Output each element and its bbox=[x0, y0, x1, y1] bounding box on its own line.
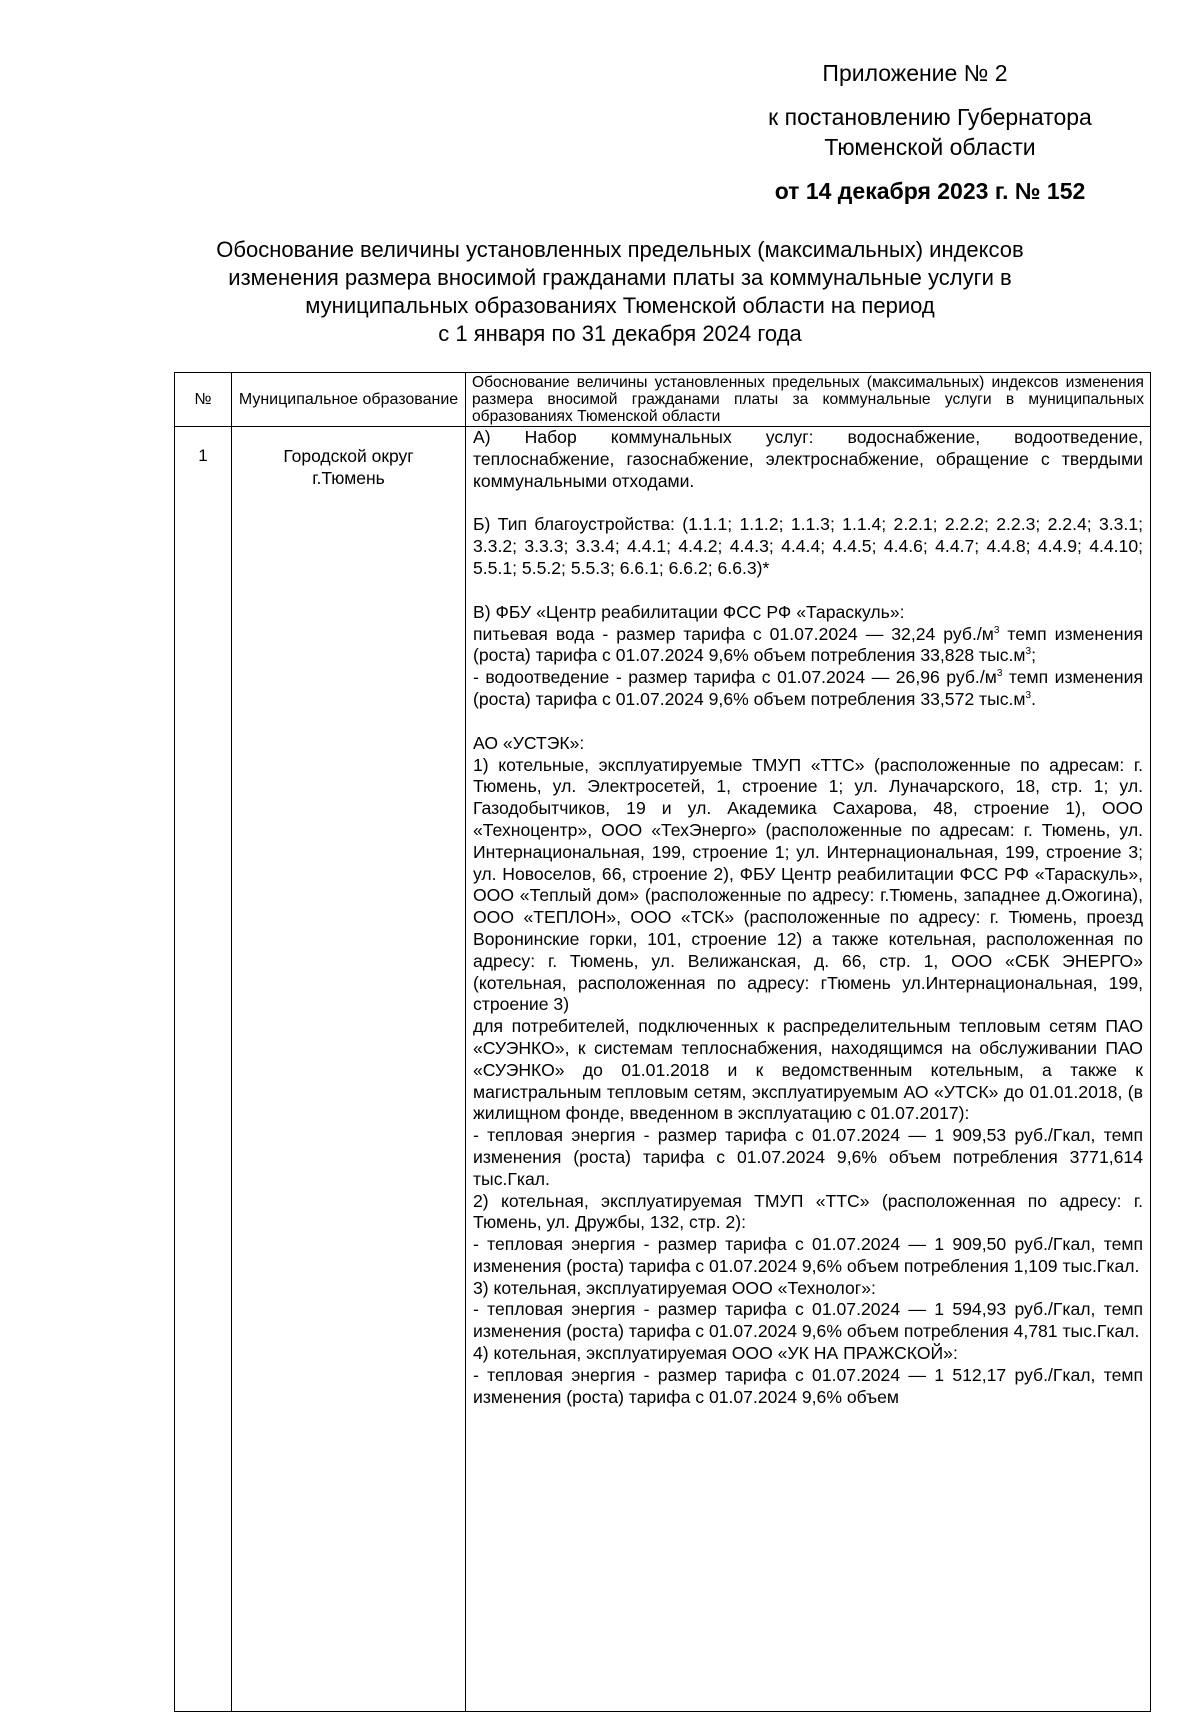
row-number: 1 bbox=[175, 427, 232, 1712]
appendix-decree: к постановлению Губернатора bbox=[768, 104, 1092, 130]
row-justification bbox=[466, 427, 1151, 1712]
header-municipality: Муниципальное образование bbox=[232, 373, 466, 427]
decree-date-number: от 14 декабря 2023 г. № 152 bbox=[774, 178, 1086, 204]
title-line: муниципальных образованиях Тюменской области на период bbox=[305, 293, 935, 318]
appendix-number: Приложение № 2 bbox=[822, 60, 1008, 86]
table-header-row bbox=[175, 373, 1151, 427]
consumers-paragraph: для потребителей, подключенных к распределительным тепловым сетям ПАО «СУЭНКО», к системам теплоснабжения, находящимся на обслуживании ПАО «СУЭНКО» до 01.01.2018 и к ведомственным котельным, а также к магистральным тепловым сетям, эксплуатируемым АО «УТСК» до 01.01.2018, (в жилищном фонде, введенном в эксплуатацию с 01.07.2017): bbox=[473, 1016, 1143, 1124]
wastewater-tariff-paragraph: - водоотведение - размер тарифа с 01.07.2024 — 26,96 $руб./м^3$ темп изменения (роста) тарифа с 01.07.2024 9,6% объем потребления 33,572 $тыс.м^3$. bbox=[473, 667, 1143, 709]
heat-tariff-paragraph: - тепловая энергия - размер тарифа с 01.07.2024 — 1 909,50 руб./Гкал, темп изменения (роста) тарифа с 01.07.2024 9,6% объем потребления 1,109 тыс.Гкал. bbox=[473, 1234, 1143, 1276]
table-row bbox=[175, 427, 1151, 1712]
services-paragraph: А) Набор коммунальных услуг: водоснабжение, водоотведение, теплоснабжение, газоснабжение, электроснабжение, обращение с твердыми коммунальными отходами. bbox=[473, 427, 1143, 491]
appendix-header bbox=[700, 58, 1160, 206]
water-tariff-paragraph: питьевая вода - размер тарифа с 01.07.2024 — 32,24 $руб./м^3$ темп изменения (роста) тарифа с 01.07.2024 9,6% объем потребления 33,828 $тыс.м^3$; bbox=[473, 623, 1143, 666]
title-line: с 1 января по 31 декабря 2024 года bbox=[438, 321, 802, 346]
heat-tariff-paragraph: - тепловая энергия - размер тарифа с 01.07.2024 — 1 512,17 руб./Гкал, темп изменения (роста) тарифа с 01.07.2024 9,6% объем bbox=[473, 1364, 1143, 1407]
title-line: изменения размера вносимой гражданами платы за коммунальные услуги в bbox=[228, 265, 1012, 290]
improvement-type-paragraph: Б) Тип благоустройства: (1.1.1; 1.1.2; 1.1.3; 1.1.4; 2.2.1; 2.2.2; 2.2.3; 2.2.4; 3.3.1; 3.3.2; 3.3.3; 3.3.4; 4.4.1; 4.4.2; 4.4.3; 4.4.4; 4.4.5; 4.4.6; 4.4.7; 4.4.8; 4.4.9; 4.4.10; 5.5.1; 5.5.2; 5.5.3; 6.6.1; 6.6.2; 6.6.3)* bbox=[473, 514, 1143, 578]
justification-table bbox=[174, 372, 1151, 1712]
header-justification: Обоснование величины установленных предельных (максимальных) индексов изменения размера вносимой гражданами платы за коммунальные услуги в муниципальных образованиях Тюменской области bbox=[466, 373, 1151, 427]
heat-tariff-paragraph: - тепловая энергия - размер тарифа с 01.07.2024 — 1 909,53 руб./Гкал, темп изменения (роста) тарифа с 01.07.2024 9,6% объем потребления 3771,614 тыс.Гкал. bbox=[473, 1125, 1143, 1189]
ustek-title: АО «УСТЭК»: bbox=[473, 732, 585, 753]
title-line: Обоснование величины установленных предельных (максимальных) индексов bbox=[216, 237, 1024, 262]
heat-tariff-paragraph: - тепловая энергия - размер тарифа с 01.07.2024 — 1 594,93 руб./Гкал, темп изменения (роста) тарифа с 01.07.2024 9,6% объем потребления 4,781 тыс.Гкал. bbox=[473, 1299, 1143, 1342]
document-title bbox=[180, 236, 1060, 348]
row-municipality bbox=[232, 427, 466, 1712]
municipality-line: Городской округ bbox=[283, 446, 414, 466]
header-num: № bbox=[175, 373, 232, 427]
appendix-region: Тюменской области bbox=[824, 134, 1036, 160]
boilers-paragraph: 1) котельные, эксплуатируемые ТМУП «ТТС» (расположенные по адресам: г. Тюмень, ул. Электросетей, 1, строение 1; ул. Луначарского, 18, стр. 1; ул. Газодобытчиков, 19 и ул. Академика Сахарова, 48, строение 1), ООО «Техноцентр», ООО «ТехЭнерго» (расположенные по адресам: г. Тюмень, ул. Интернациональная, 199, строение 1; ул. Интернациональная, 199, строение 3; ул. Новоселов, 66, строение 2), ФБУ Центр реабилитации ФСС РФ «Тараскуль», ООО «Теплый дом» (расположенные по адресу: г.Тюмень, западнее д.Ожогина), ООО «ТЕПЛОН», ООО «ТСК» (расположенные по адресу: г. Тюмень, проезд Воронинские горки, 101, строение 12) а также котельная, расположенная по адресу: г. Тюмень, ул. Велижанская, д. 66, стр. 1, ООО «СБК ЭНЕРГО» (котельная, расположенная по адресу: гТюмень ул.Интернациональная, 199, строение 3) bbox=[473, 754, 1143, 1015]
taraskul-title: В) ФБУ «Центр реабилитации ФСС РФ «Тараскуль»: bbox=[473, 601, 905, 622]
boiler-ttc-paragraph: 2) котельная, эксплуатируемая ТМУП «ТТС» (расположенная по адресу: г. Тюмень, ул. Дружбы, 132, стр. 2): bbox=[473, 1190, 1143, 1233]
boiler-technolog-paragraph: 3) котельная, эксплуатируемая ООО «Технолог»: bbox=[473, 1277, 876, 1298]
municipality-line: г.Тюмень bbox=[312, 468, 385, 488]
boiler-uk-paragraph: 4) котельная, эксплуатируемая ООО «УК НА ПРАЖСКОЙ»: bbox=[473, 1343, 958, 1364]
